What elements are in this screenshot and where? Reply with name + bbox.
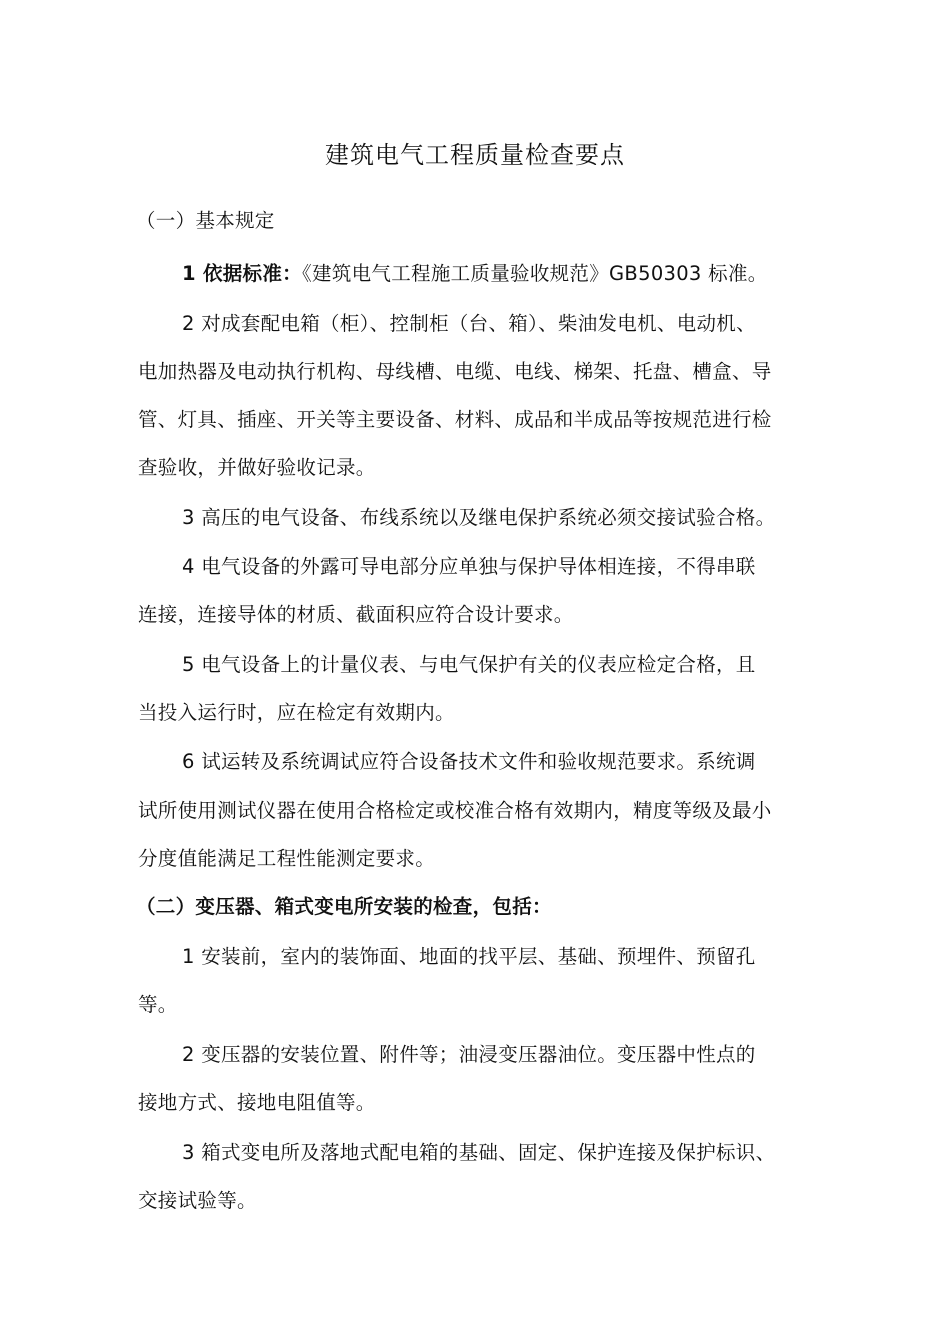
paragraph-line: 当投入运行时，应在检定有效期内。 xyxy=(138,701,455,724)
paragraph-basis-standard xyxy=(182,259,828,289)
paragraph-line: 等。 xyxy=(138,993,178,1016)
basis-standard-label: 1 依据标准： xyxy=(182,262,302,285)
paragraph-line: 连接，连接导体的材质、截面积应符合设计要求。 xyxy=(138,603,574,626)
paragraph-line: 管、灯具、插座、开关等主要设备、材料、成品和半成品等按规范进行检 xyxy=(138,408,772,431)
paragraph-line: 交接试验等。 xyxy=(138,1189,257,1212)
paragraph-line: 5 电气设备上的计量仪表、与电气保护有关的仪表应检定合格，且 xyxy=(182,653,756,676)
section-heading-basic-rules: （一）基本规定 xyxy=(136,209,275,232)
paragraph-line: 2 对成套配电箱（柜）、控制柜（台、箱）、柴油发电机、电动机、 xyxy=(182,312,756,335)
page-title: 建筑电气工程质量检查要点 xyxy=(325,141,625,169)
paragraph-line: 试所使用测试仪器在使用合格检定或校准合格有效期内，精度等级及最小 xyxy=(138,799,772,822)
paragraph-line: 查验收，并做好验收记录。 xyxy=(138,456,376,479)
paragraph-line: 分度值能满足工程性能测定要求。 xyxy=(138,847,436,870)
paragraph-line: 电加热器及电动执行机构、母线槽、电缆、电线、梯架、托盘、槽盒、导 xyxy=(138,360,772,383)
paragraph-line: 2 变压器的安装位置、附件等；油浸变压器油位。变压器中性点的 xyxy=(182,1043,756,1066)
paragraph-line: 6 试运转及系统调试应符合设备技术文件和验收规范要求。系统调 xyxy=(182,750,756,773)
paragraph-line: 3 箱式变电所及落地式配电箱的基础、固定、保护连接及保护标识、 xyxy=(182,1141,776,1164)
paragraph-line: 4 电气设备的外露可导电部分应单独与保护导体相连接，不得串联 xyxy=(182,555,756,578)
paragraph-line: 3 高压的电气设备、布线系统以及继电保护系统必须交接试验合格。 xyxy=(182,506,776,529)
paragraph-line: 接地方式、接地电阻值等。 xyxy=(138,1091,376,1114)
section-heading-transformer: （二）变压器、箱式变电所安装的检查，包括： xyxy=(136,895,552,918)
basis-standard-text: 《建筑电气工程施工质量验收规范》GB50303 标准。 xyxy=(301,262,768,285)
paragraph-line: 1 安装前，室内的装饰面、地面的找平层、基础、预埋件、预留孔 xyxy=(182,945,756,968)
